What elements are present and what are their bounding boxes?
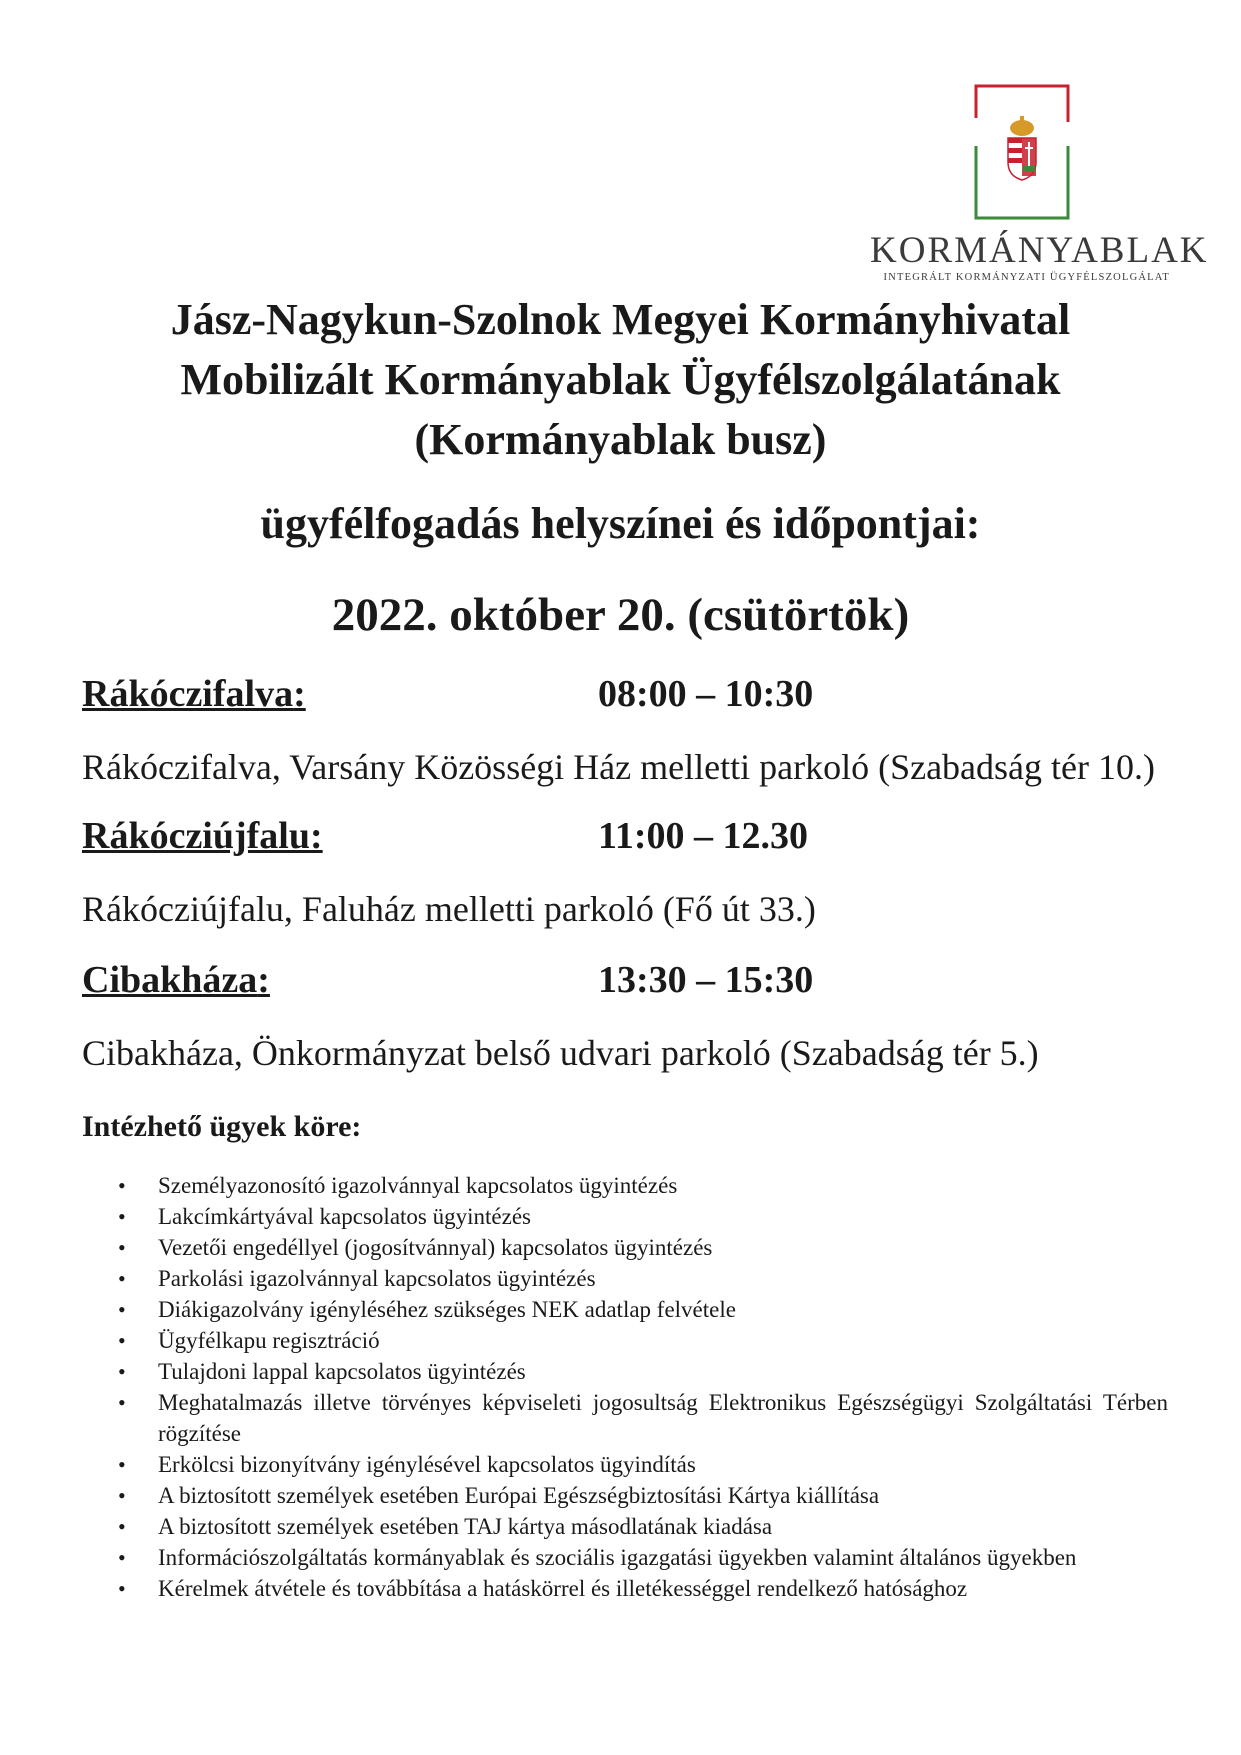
location-address: Rákócziújfalu, Faluház melletti parkoló (Fő út 33.) (82, 889, 816, 929)
location-time: 11:00 – 12.30 (598, 815, 809, 857)
title-line-1: Jász-Nagykun-Szolnok Megyei Kormányhivatal (170, 295, 1071, 344)
list-item: • Meghatalmazás illetve törvényes képviseleti jogosultság Elektronikus Egészségügyi Szolgáltatási Térben rögzítése (118, 1387, 1168, 1449)
list-item: • Személyazonosító igazolvánnyal kapcsolatos ügyintézés (118, 1170, 1168, 1201)
location-address: Cibakháza, Önkormányzat belső udvari parkoló (Szabadság tér 5.) (82, 1033, 1039, 1073)
event-date: 2022. október 20. (csütörtök) (331, 589, 910, 641)
list-item: • A biztosított személyek esetében Európai Egészségbiztosítási Kártya kiállítása (118, 1480, 1168, 1511)
coat-of-arms-icon (974, 84, 1070, 220)
location-name: Cibakháza: (82, 959, 270, 1001)
location-time: 13:30 – 15:30 (598, 959, 814, 1001)
title-line-2: Mobilizált Kormányablak Ügyfélszolgálatának (180, 355, 1061, 404)
list-item: • Tulajdoni lappal kapcsolatos ügyintézés (118, 1356, 1168, 1387)
list-item: • Információszolgáltatás kormányablak és szociális igazgatási ügyekben valamint általános ügyekben (118, 1542, 1168, 1573)
list-item: • Vezetői engedéllyel (jogosítvánnyal) kapcsolatos ügyintézés (118, 1232, 1168, 1263)
tasks-list (118, 1170, 1168, 1604)
list-item: • Kérelmek átvétele és továbbítása a hatáskörrel és illetékességgel rendelkező hatósághoz (118, 1573, 1168, 1604)
logo-wordmark: KORMÁNYABLAK (870, 230, 1209, 271)
kormanyablak-logo (870, 84, 1220, 284)
list-item: • Ügyfélkapu regisztráció (118, 1325, 1168, 1356)
list-item: • Lakcímkártyával kapcsolatos ügyintézés (118, 1201, 1168, 1232)
list-item: • A biztosított személyek esetében TAJ kártya másodlatának kiadása (118, 1511, 1168, 1542)
list-item: • Erkölcsi bizonyítvány igénylésével kapcsolatos ügyindítás (118, 1449, 1168, 1480)
location-time: 08:00 – 10:30 (598, 673, 814, 715)
logo-tagline: INTEGRÁLT KORMÁNYZATI ÜGYFÉLSZOLGÁLAT (883, 272, 1170, 283)
location-name: Rákócziújfalu: (82, 815, 323, 857)
subtitle: ügyfélfogadás helyszínei és időpontjai: (260, 499, 981, 548)
location-address: Rákóczifalva, Varsány Közösségi Ház melletti parkoló (Szabadság tér 10.) (82, 747, 1155, 787)
tasks-heading: Intézhető ügyek köre: (82, 1110, 362, 1143)
list-item: • Parkolási igazolvánnyal kapcsolatos ügyintézés (118, 1263, 1168, 1294)
list-item: • Diákigazolvány igényléséhez szükséges NEK adatlap felvétele (118, 1294, 1168, 1325)
title-line-3: (Kormányablak busz) (414, 415, 827, 464)
location-name: Rákóczifalva: (82, 673, 306, 715)
